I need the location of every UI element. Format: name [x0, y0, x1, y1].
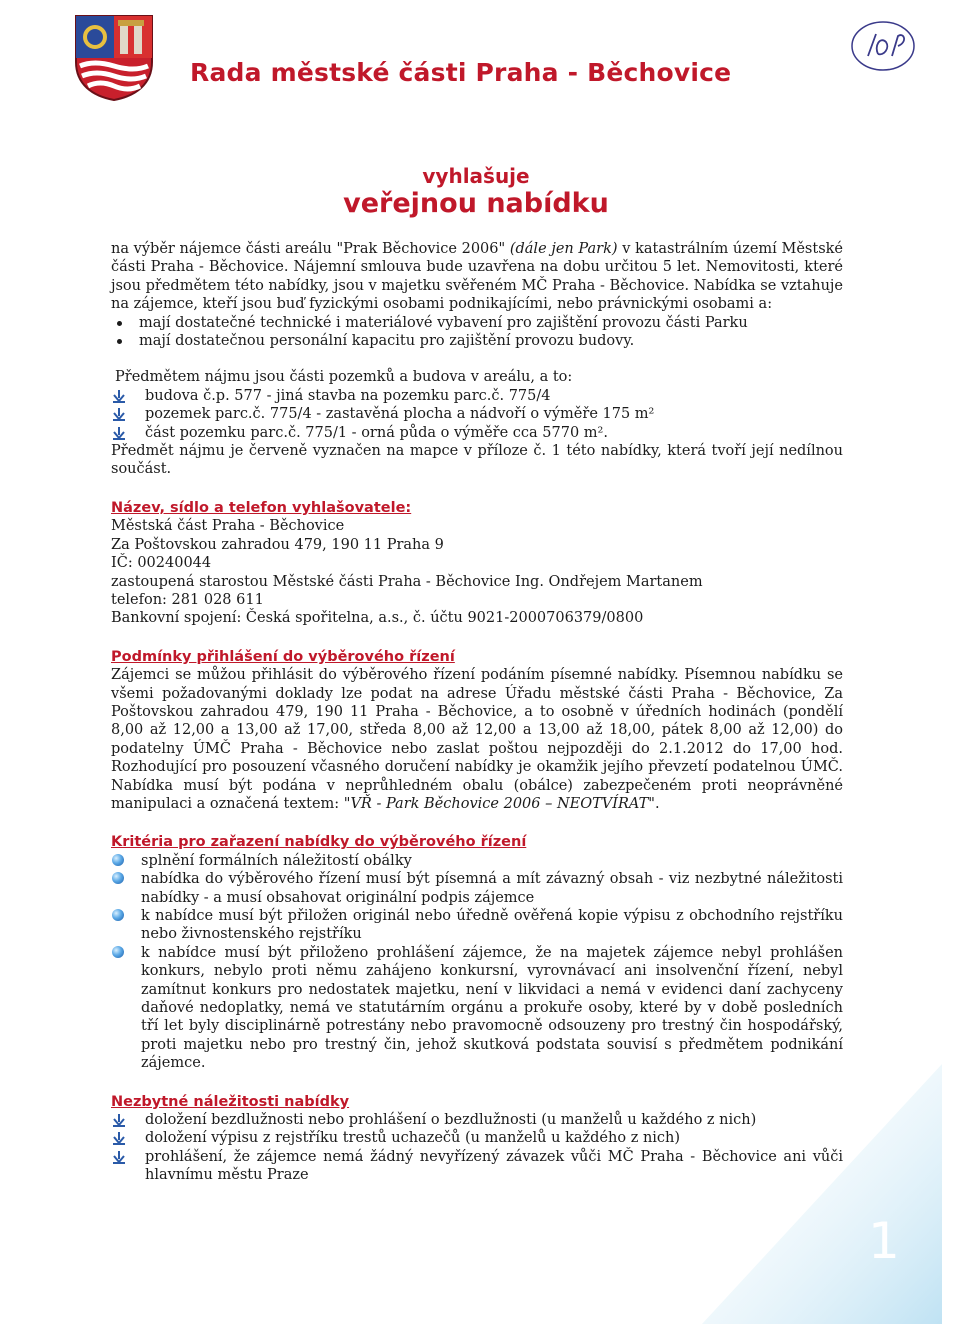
intro-bullet-list	[111, 314, 843, 351]
arrow-down-bullet-icon	[113, 408, 125, 421]
arrow-down-bullet-icon	[113, 390, 125, 403]
decorative-corner-shape	[702, 1064, 942, 1324]
subject-note: Předmět nájmu je červeně vyznačen na mapce v příloze č. 1 této nabídky, která tvoří její nedílnou součást.	[111, 443, 843, 478]
blue-ball-bullet-icon	[112, 946, 124, 958]
heading-main: veřejnou nabídku	[343, 188, 609, 219]
list-item: nabídka do výběrového řízení musí být písemná a mít závazný obsah - viz nezbytné náležitosti nabídky - a musí obsahovat originální podpis zájemce	[111, 870, 843, 907]
bullet-dot-icon	[117, 339, 122, 344]
blue-ball-bullet-icon	[112, 909, 124, 921]
list-item: část pozemku parc.č. 775/1 - orná půda o výměře cca 5770 m².	[111, 424, 843, 442]
heading-sub: vyhlašuje	[422, 164, 530, 188]
criteria-list	[111, 852, 843, 1073]
subject-list	[111, 387, 843, 442]
list-item: k nabídce musí být přiloženo prohlášení zájemce, že na majetek zájemce nebyl prohlášen konkurs, nebylo proti němu zahájeno konkursní, vyrovnávací ani insolvenční řízení, nebyl zamítnut konkurs pro nedostatek majetku, není v likvidaci a nemá v evidenci daní zachyceny daňové nedoplatky, nemá ve statutárním orgánu a prokuře osoby, které by v době posledních tří let byly disciplinárně potrestány nebo pravomocně odsouzeny pro trestný čin hospodářský, proti majetku nebo pro trestný čin, jehož skutková podstata souvisí s předmětem podnikání zájemce.	[111, 944, 843, 1073]
announcer-line: IČ: 00240044	[111, 555, 212, 572]
document-body	[111, 240, 843, 1185]
blue-ball-bullet-icon	[112, 872, 124, 884]
subject-lead: Předmětem nájmu jsou části pozemků a budova v areálu, a to:	[115, 369, 573, 386]
coat-of-arms-icon	[74, 14, 154, 102]
list-item: doložení výpisu z rejstříku trestů uchazečů (u manželů u každého z nich)	[111, 1129, 843, 1147]
arrow-down-bullet-icon	[113, 427, 125, 440]
list-item: mají dostatečnou personální kapacitu pro zajištění provozu budovy.	[111, 332, 843, 350]
announcer-line: Městská část Praha - Běchovice	[111, 518, 345, 535]
arrow-down-bullet-icon	[113, 1132, 125, 1145]
handwritten-number-stamp	[848, 16, 918, 76]
arrow-down-bullet-icon	[113, 1151, 125, 1164]
list-item: doložení bezdlužnosti nebo prohlášení o bezdlužnosti (u manželů u každého z nich)	[111, 1111, 843, 1129]
list-item: prohlášení, že zájemce nemá žádný nevyřízený závazek vůči MČ Praha - Běchovice ani vůči hlavnímu městu Praze	[111, 1148, 843, 1185]
list-item: pozemek parc.č. 775/4 - zastavěná plocha a nádvoří o výměře 175 m²	[111, 405, 843, 423]
page-number: 1	[868, 1212, 900, 1270]
organization-title: Rada městské části Praha - Běchovice	[190, 58, 732, 87]
list-item: mají dostatečné technické i materiálové vybavení pro zajištění provozu části Parku	[111, 314, 843, 332]
announcer-line: Bankovní spojení: Česká spořitelna, a.s., č. účtu 9021-2000706379/0800	[111, 610, 644, 627]
section-heading-conditions: Podmínky přihlášení do výběrového řízení	[111, 648, 455, 665]
intro-paragraph: na výběr nájemce části areálu "Prak Běchovice 2006" (dále jen Park) v katastrálním území Městské části Praha - Běchovice. Nájemní smlouva bude uzavřena na dobu určitou 5 let. Nemovitosti, které jsou předmětem této nabídky, jsou v majetku svěřeném MČ Praha - Běchovice. Nabídka se vztahuje na zájemce, kteří jsou buď fyzickými osobami podnikajícími, nebo právnickými osobami a:	[111, 241, 843, 313]
announcer-line: telefon: 281 028 611	[111, 591, 264, 608]
arrow-down-bullet-icon	[113, 1114, 125, 1127]
announcer-line: Za Poštovskou zahradou 479, 190 11 Praha 9	[111, 536, 444, 553]
section-heading-criteria: Kritéria pro zařazení nabídky do výběrového řízení	[111, 834, 527, 851]
section-heading-announcer: Název, sídlo a telefon vyhlašovatele:	[111, 499, 412, 516]
list-item: budova č.p. 577 - jiná stavba na pozemku parc.č. 775/4	[111, 387, 843, 405]
bullet-dot-icon	[117, 321, 122, 326]
list-item: k nabídce musí být přiložen originál nebo úředně ověřená kopie výpisu z obchodního rejstříku nebo živnostenského rejstříku	[111, 907, 843, 944]
list-item: splnění formálních náležitostí obálky	[111, 852, 843, 870]
conditions-paragraph: Zájemci se můžou přihlásit do výběrového řízení podáním písemné nabídky. Písemnou nabídku se všemi požadovanými doklady lze podat na adrese Úřadu městské části Praha - Běchovice, Za Poštovskou zahradou 479, 190 11 Praha - Běchovice, a to osobně v úředních hodinách (pondělí 8,00 až 12,00 a 13,00 až 17,00, středa 8,00 až 12,00 a 13,00 až 18,00, pátek 8,00 až 12,00) do podatelny ÚMČ Praha - Běchovice nebo zaslat poštou nejpozději do 2.1.2012 do 17,00 hod. Rozhodující pro posouzení včasného doručení nabídky je okamžik jejího převzetí podatelnou ÚMČ. Nabídka musí být podána v neprůhledném obalu (obálce) zabezpečeném proti neoprávněné manipulaci a označená textem: "VŘ - Park Běchovice 2006 – NEOTVÍRAT".	[111, 667, 843, 812]
blue-ball-bullet-icon	[112, 854, 124, 866]
announcer-line: zastoupená starostou Městské části Praha - Běchovice Ing. Ondřejem Martanem	[111, 573, 703, 590]
section-heading-requirements: Nezbytné náležitosti nabídky	[111, 1093, 350, 1110]
